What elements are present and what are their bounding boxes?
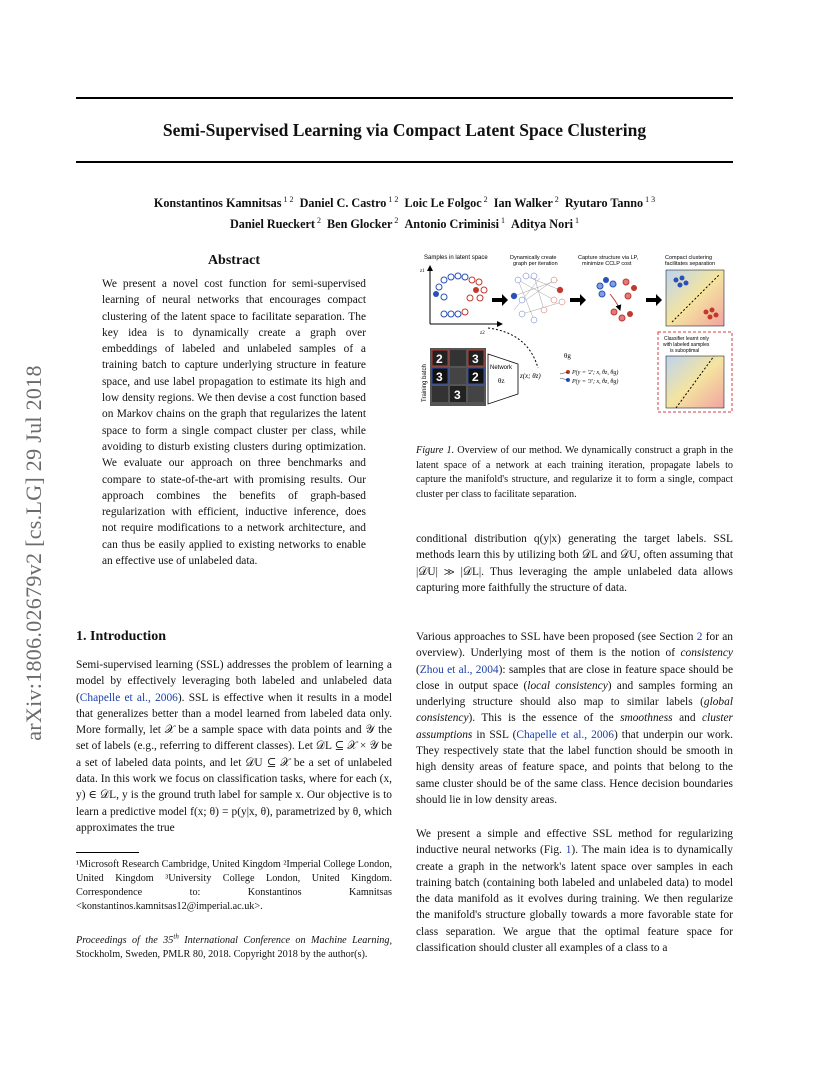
- author-name: Loic Le Folgoc: [404, 196, 482, 211]
- rp3-b: ). The main idea is to dynamically create a graph in the network's latent space over samples in each training batch (containing both labeled and unlabeled data) to model the data manifold as it evolves during training. We then regularize the manifold's structure globally towards a more favorable state for class separation. We argue that the optimal feature space for classification should cluster all examples of a class to a: [416, 844, 733, 955]
- rp2-smooth: smoothness: [620, 712, 673, 725]
- arxiv-sidebar: [14, 360, 54, 760]
- title-bottom-rule: [76, 161, 733, 163]
- output-nodes: [560, 370, 570, 382]
- rp2-b: for an overview). Underlying most of them is the notion of: [416, 631, 733, 660]
- training-batch-images: [430, 348, 486, 406]
- author-affiliation: 1 2: [281, 195, 294, 204]
- author-name: Konstantinos Kamnitsas: [153, 196, 282, 211]
- author-affiliation: 2: [314, 216, 321, 226]
- fig-label-classifier: Classifier learnt only with labeled samples is suboptimal: [663, 336, 710, 354]
- right-paragraph-3: [416, 826, 733, 956]
- paper-title: Semi-Supervised Learning via Compact Latent Space Clustering: [162, 120, 647, 140]
- arrow-1: [492, 294, 508, 306]
- author-name: Ryutaro Tanno: [564, 196, 644, 211]
- rp2-e: ) and samples forming an underlying structure should also map to similar labels (: [416, 679, 734, 709]
- svg-text:2: 2: [436, 352, 443, 366]
- intro-text-b: ). SSL is effective when it results in a model that generalizes better than a model learned from labeled data only. More formally, let 𝒳 be a sample space with data points and 𝒴 the set of labels (e.g., referring to different classes). Let 𝒟L ⊆ 𝒳 × 𝒴 be a set of labeled data points, and let 𝒟U ⊆ 𝒳 be a set of unlabeled data. In this work we focus on classification tasks, where for each (x, y) ∈ 𝒟L, y is the ground truth label for sample x. Our objective is to learn a predictive model f(x; θ) = p(y|x, θ), parametrized by θ, which approximates the true: [76, 691, 393, 834]
- author-name: Daniel Rueckert: [229, 217, 315, 232]
- rp2-h: in SSL (: [472, 728, 517, 741]
- svg-text:3: 3: [436, 370, 443, 384]
- author-line-2: [76, 212, 733, 233]
- author-line-1: [76, 191, 733, 212]
- rp2-i: ) that underpin our work. They respectively state that the label function should be smooth in high density areas of feature space, and points that belong to the same cluster should be of the same class. Hence decision boundaries should lie in low density areas.: [416, 728, 733, 806]
- arrow-2: [570, 294, 586, 306]
- affiliation-footnote: ¹Microsoft Research Cambridge, United Kingdom ²Imperial College London, United Kingdom ³University College London, United Kingdom. Correspondence to: Konstantinos Kamnitsas <konstantinos.kamnitsas12@imperial.ac.uk>.: [76, 859, 392, 912]
- author-name: Ben Glocker: [327, 217, 393, 232]
- fig-label-samples: Samples in latent space: [424, 255, 488, 261]
- rp2-cluster: cluster assumptions: [416, 712, 733, 741]
- right-paragraph-1: [416, 531, 733, 596]
- svg-text:3: 3: [472, 352, 479, 366]
- figure-caption: [416, 444, 733, 502]
- author-name: Antonio Criminisi: [404, 217, 499, 232]
- fig-label-training: Training batch: [422, 364, 428, 402]
- fig-label-network: Network: [490, 365, 513, 371]
- caption-text: Overview of our method. We dynamically construct a graph in the latent space of a network at each training iteration, propagate labels to capture the manifold's structure, and regularize it to form a single, compact cluster per class to facilitate separation.: [416, 445, 733, 500]
- fig-label-p3: P(y = '3'; x, θz, θg): [572, 379, 619, 385]
- rp3-a: We present a simple and effective SSL method for regularizing inductive neural networks (Fig.: [416, 828, 733, 857]
- proceedings-note: Proceedings of the 35th International Conference on Machine Learning, Stockholm, Sweden, PMLR 80, 2018. Copyright 2018 by the author(s).: [76, 933, 393, 961]
- fig-label-theta-z: θz: [498, 377, 505, 385]
- author-affiliation: 2: [481, 195, 488, 204]
- author-affiliation: 1: [498, 216, 505, 226]
- author-list: [76, 191, 733, 233]
- svg-text:2: 2: [472, 370, 479, 384]
- rp2-a: Various approaches to SSL have been proposed (see Section: [416, 631, 697, 643]
- fig-label-p2: P(y = '2'; x, θz, θg): [572, 370, 619, 376]
- latent-points-panel-1: [433, 273, 487, 317]
- fig-label-graph: Dynamically create graph per iteration: [510, 255, 558, 267]
- author-affiliation: 2: [392, 216, 399, 226]
- author-name: Daniel C. Castro: [299, 196, 387, 211]
- abstract-text: We present a novel cost function for semi-supervised learning of neural networks that encourages compact clustering of the latent space to facilitate separation. The key idea is to dynamically create a graph over embeddings of labeled and unlabeled samples of a training batch to capture underlying structure in feature space, and use label propagation to estimate its high and low density regions. We then devise a cost function based on Markov chains on the graph that regularizes the latent space to form a single compact cluster per class, while avoiding to disturb existing clusters during optimization. We evaluate our approach on three benchmarks and compare to state-of-the-art with promising results. Our approach combines the benefits of graph-based regularization with efficient, inductive inference, does not require modifications to a network architecture, and can thus be easily applied to existing networks to enable an effective use of unlabeled data.: [102, 278, 366, 568]
- citation-link[interactable]: Chapelle et al., 2006: [79, 691, 178, 704]
- axis-z1-label: z1: [420, 269, 425, 274]
- rp2-d: ): samples that are close in feature space should be close in output space (: [416, 663, 733, 692]
- introduction-paragraph: [76, 657, 392, 836]
- caption-label: Figure 1.: [416, 445, 455, 456]
- arxiv-identifier: arXiv:1806.02679v2 [cs.LG] 29 Jul 2018: [21, 365, 46, 741]
- abstract-body: [102, 276, 366, 569]
- author-affiliation: 1 3: [643, 195, 656, 204]
- fig-label-z: z(x; θz): [520, 372, 541, 380]
- section-link[interactable]: 2: [696, 631, 703, 643]
- citation-link[interactable]: Chapelle et al., 2006: [516, 728, 614, 741]
- author-name: Ian Walker: [493, 196, 553, 211]
- svg-text:3: 3: [454, 388, 461, 402]
- intro-text-a: Semi-supervised learning (SSL) addresses the problem of learning a model by effectively leveraging both labeled and unlabeled data (: [76, 659, 392, 704]
- rp2-local: local consistency: [527, 679, 608, 692]
- rp2-f: ). This is the essence of the: [468, 712, 621, 725]
- top-rule: [76, 97, 733, 99]
- fig-label-capture: Capture structure via LP, minimize CCLP cost: [578, 255, 639, 267]
- rp2-consistency: consistency: [680, 647, 733, 660]
- section-heading-introduction: 1. Introduction: [76, 629, 166, 644]
- right-text-1: conditional distribution q(y|x) generating the target labels. SSL methods learn this by utilizing both 𝒟L and 𝒟U, often assuming that |𝒟U| ≫ |𝒟L|. Thus leveraging the ample unlabeled data allows capturing more faithfully the structure of data.: [416, 533, 733, 594]
- author-affiliation: 2: [552, 195, 559, 204]
- author-affiliation: 1: [573, 216, 579, 226]
- fig-label-theta-g: θg: [564, 352, 571, 360]
- author-affiliation: 1 2: [386, 195, 399, 204]
- fig-label-compact: Compact clustering facilitates separation: [665, 255, 716, 267]
- graph-panel: [511, 273, 565, 323]
- overview-figure: [414, 250, 736, 416]
- label-propagation-panel: [597, 277, 637, 321]
- axis-z2-label: z2: [480, 331, 485, 336]
- rp2-c: (: [416, 663, 420, 676]
- author-name: Aditya Nori: [511, 217, 573, 232]
- right-paragraph-2: [416, 629, 733, 808]
- arrow-3: [646, 294, 662, 306]
- abstract-heading: Abstract: [207, 253, 261, 268]
- rp2-g: and: [672, 712, 702, 725]
- figure-link[interactable]: 1: [565, 844, 572, 857]
- citation-link[interactable]: Zhou et al., 2004: [419, 663, 499, 676]
- rp2-global: global consistency: [416, 696, 733, 725]
- footnote-rule: [76, 852, 139, 853]
